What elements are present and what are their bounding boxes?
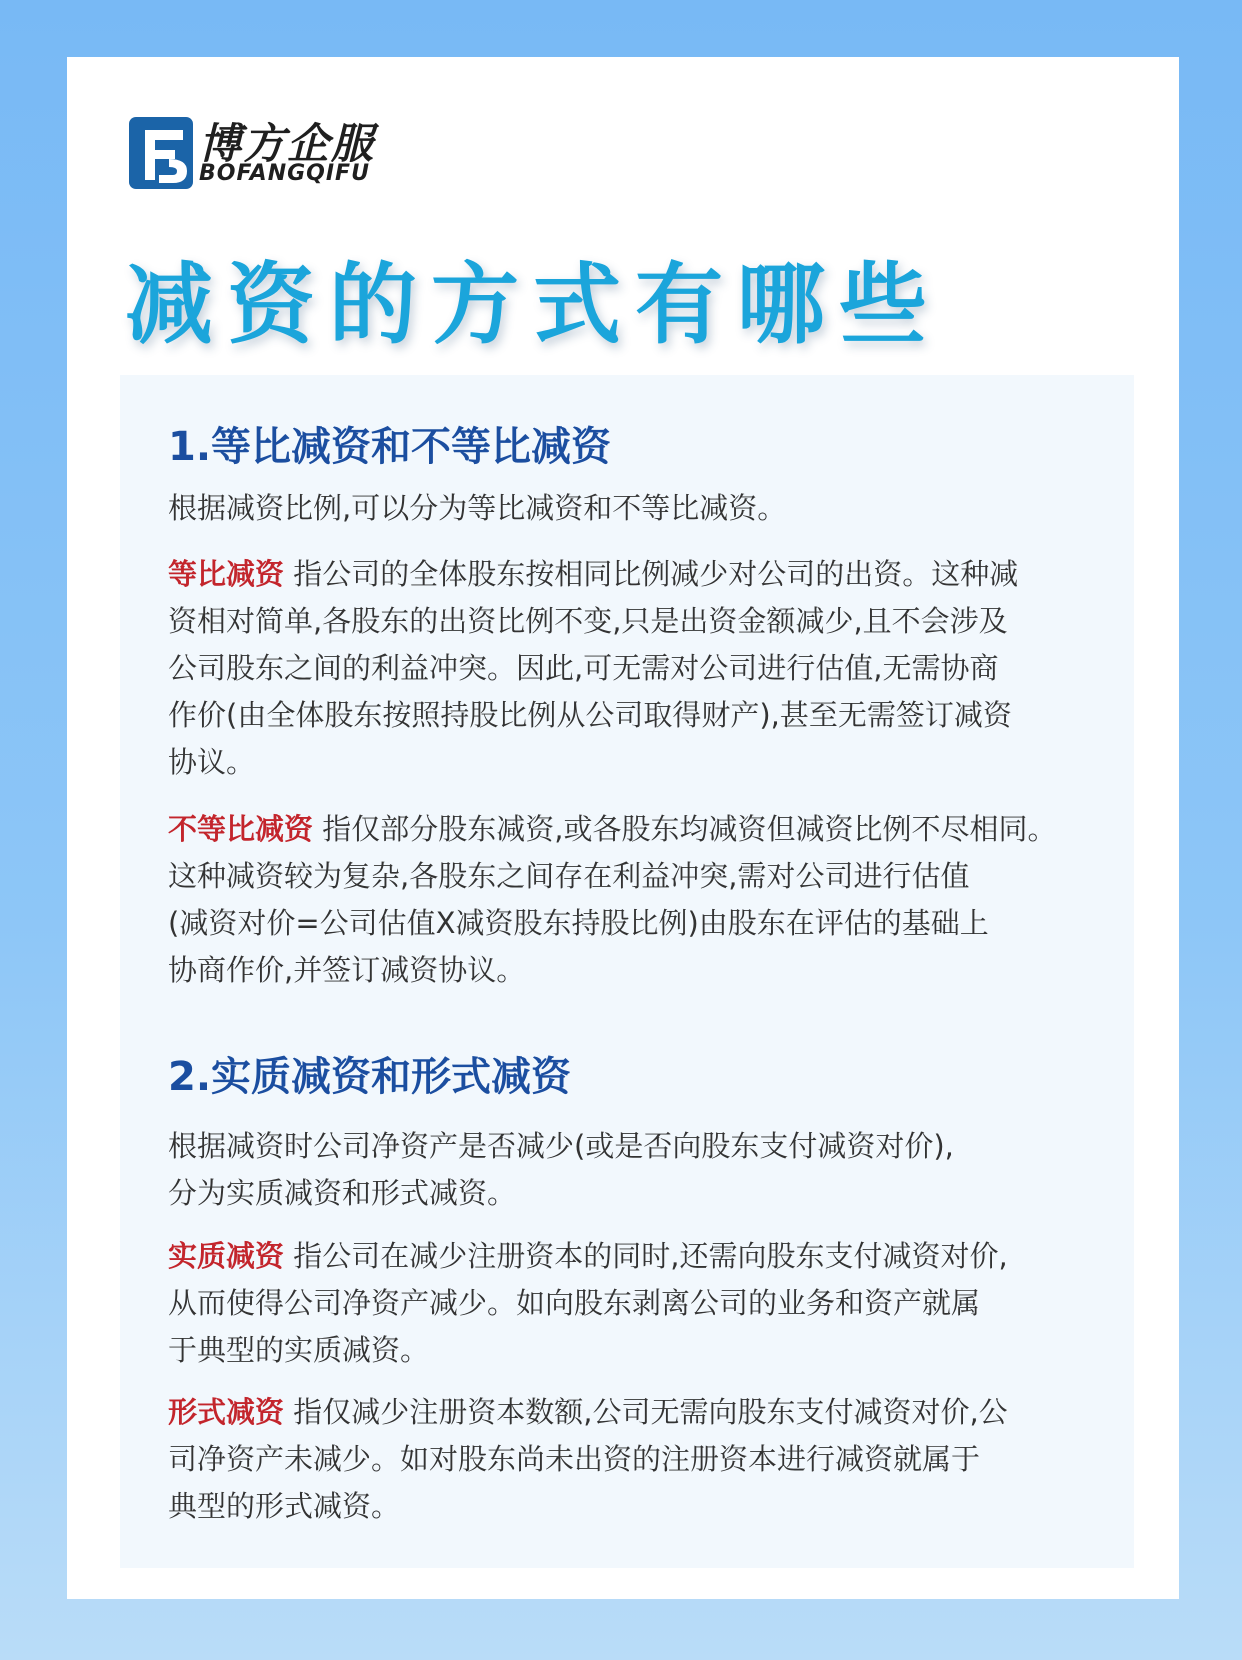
definition-text: 指公司的全体股东按相同比例减少对公司的出资。这种减 资相对简单,各股东的出资比例不变,只是出资金额减少,且不会涉及 公司股东之间的利益冲突。因此,可无需对公司进行估值,无需协商 作价(由全体股东按照持股比例从公司取得财产),甚至无需签订减资 协议。 [168,557,1019,779]
definition-equal-ratio [168,551,1128,786]
definition-text: 指仅减少注册资本数额,公司无需向股东支付减资对价,公 司净资产未减少。如对股东尚未出资的注册资本进行减资就属于 典型的形式减资。 [168,1395,1008,1523]
definition-text: 指仅部分股东减资,或各股东均减资但减资比例不尽相同。 这种减资较为复杂,各股东之间存在利益冲突,需对公司进行估值 (减资对价=公司估值X减资股东持股比例)由股东在评估的基础上 协商作价,并签订减资协议。 [168,812,1057,987]
brand-name-cn: 博方企服 [199,119,376,168]
content-panel [120,375,1134,1568]
page-title: 减资的方式有哪些 [125,253,942,356]
brand-name-en: BOFANGQIFU [199,161,370,186]
content-card [67,57,1179,1599]
section-heading-substance: 2.实质减资和形式减资 [168,1054,572,1100]
term-label: 等比减资 [168,557,285,591]
definition-substantive [168,1233,1128,1374]
section-heading-ratio: 1.等比减资和不等比减资 [168,424,612,470]
section-intro-ratio: 根据减资比例,可以分为等比减资和不等比减资。 [168,491,787,525]
section-intro-substance: 根据减资时公司净资产是否减少(或是否向股东支付减资对价), 分为实质减资和形式减资。 [168,1129,954,1210]
definition-formal [168,1389,1128,1530]
term-label: 实质减资 [168,1239,285,1273]
term-label: 不等比减资 [168,812,314,846]
term-label: 形式减资 [168,1395,285,1429]
definition-text: 指公司在减少注册资本的同时,还需向股东支付减资对价, 从而使得公司净资产减少。如向股东剥离公司的业务和资产就属 于典型的实质减资。 [168,1239,1008,1367]
brand-f-icon [129,117,193,189]
definition-unequal-ratio [168,806,1128,994]
